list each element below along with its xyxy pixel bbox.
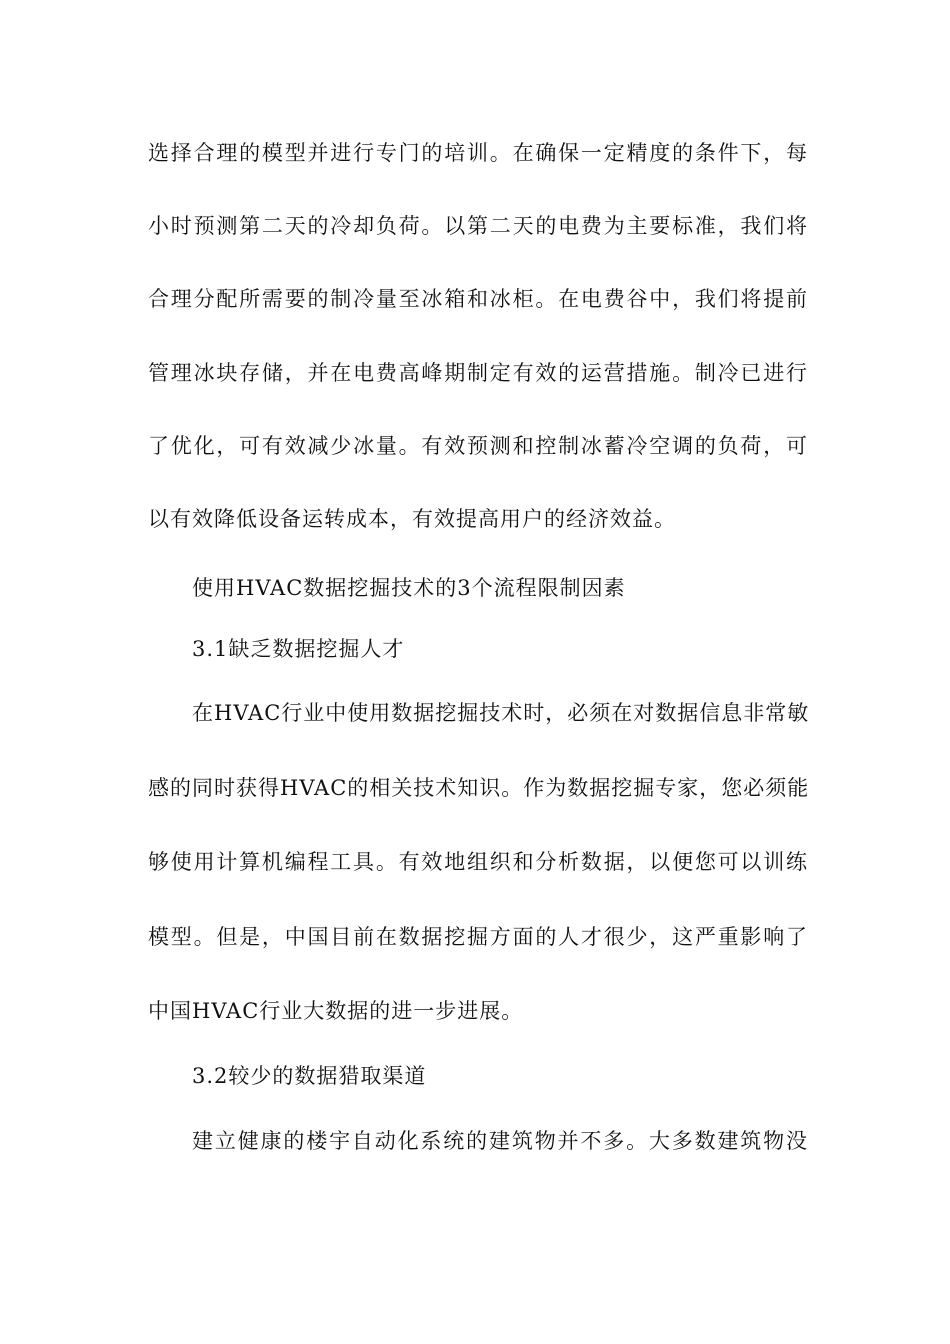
paragraph-line: 合理分配所需要的制冷量至冰箱和冰柜。在电费谷中，我们将提前 [148,287,808,311]
paragraph-line: 中国HVAC行业大数据的进一步进展。 [148,999,524,1023]
paragraph-line: 模型。但是，中国目前在数据挖掘方面的人才很少，这严重影响了 [148,925,808,949]
paragraph-line: 选择合理的模型并进行专门的培训。在确保一定精度的条件下，每 [148,141,808,165]
paragraph-line: 在HVAC行业中使用数据挖掘技术时，必须在对数据信息非常敏 [192,701,810,725]
section-heading-3: 使用HVAC数据挖掘技术的3个流程限制因素 [192,576,626,600]
paragraph-line: 建立健康的楼宇自动化系统的建筑物并不多。大多数建筑物没 [192,1129,808,1153]
paragraph-line: 够使用计算机编程工具。有效地组织和分析数据，以便您可以训练 [148,850,808,874]
paragraph-line: 小时预测第二天的冷却负荷。以第二天的电费为主要标准，我们将 [148,214,808,238]
paragraph-line: 了优化，可有效减少冰量。有效预测和控制冰蓄冷空调的负荷，可 [148,434,808,458]
paragraph-line: 感的同时获得HVAC的相关技术知识。作为数据挖掘专家，您必须能 [148,776,810,800]
paragraph-line: 以有效降低设备运转成本，有效提高用户的经济效益。 [148,507,676,531]
paragraph-line: 管理冰块存储，并在电费高峰期制定有效的运营措施。制冷已进行 [148,361,808,385]
section-heading-3-1: 3.1缺乏数据挖掘人才 [192,637,405,661]
section-heading-3-2: 3.2较少的数据猎取渠道 [192,1064,427,1088]
